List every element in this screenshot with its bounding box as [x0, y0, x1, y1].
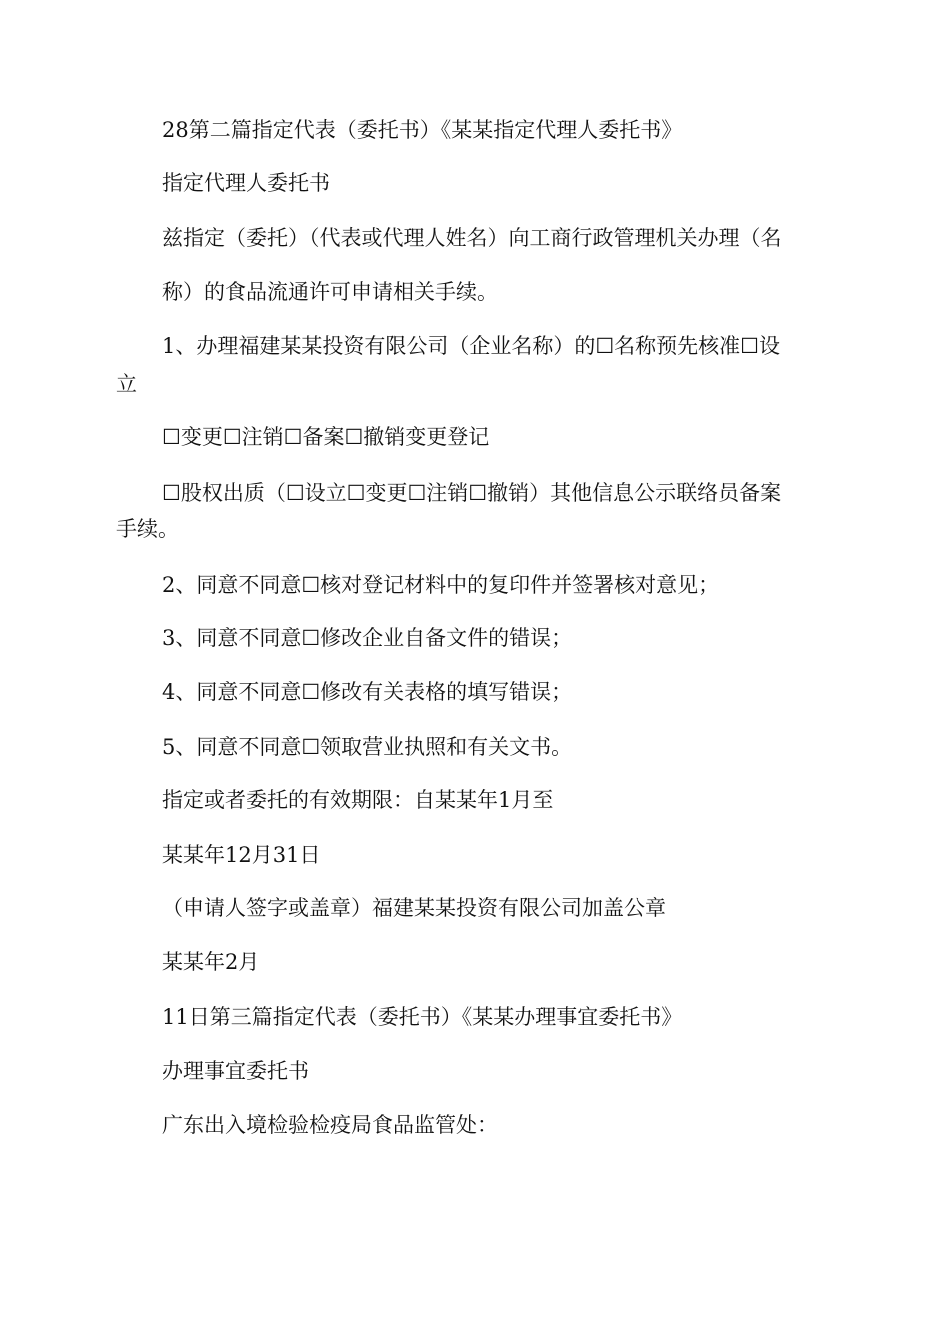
title-line: 办理事宜委托书 — [162, 1059, 309, 1083]
heading-line: 11日第三篇指定代表（委托书）《某某办理事宜委托书》 — [162, 1005, 683, 1029]
body-line: 称）的食品流通许可申请相关手续。 — [162, 280, 498, 304]
date-line: 某某年2月 — [162, 950, 260, 974]
body-line: 兹指定（委托）（代表或代理人姓名）向工商行政管理机关办理（名 — [162, 226, 782, 250]
list-item-line: 1、办理福建某某投资有限公司（企业名称）的☐名称预先核准☐设 — [162, 334, 781, 358]
list-item-line: 5、同意不同意☐领取营业执照和有关文书。 — [162, 735, 573, 759]
validity-line: 某某年12月31日 — [162, 843, 321, 867]
heading-line: 28第二篇指定代表（委托书）《某某指定代理人委托书》 — [162, 118, 683, 142]
list-item-line: 3、同意不同意☐修改企业自备文件的错误； — [162, 626, 573, 650]
list-item-line: 2、同意不同意☐核对登记材料中的复印件并签署核对意见； — [162, 573, 720, 597]
list-item-line: ☐股权出质（☐设立☐变更☐注销☐撤销）其他信息公示联络员备案 — [162, 481, 782, 505]
list-item-continuation: 立 — [116, 372, 137, 396]
list-item-line: ☐变更☐注销☐备案☐撤销变更登记 — [162, 425, 490, 449]
list-item-continuation: 手续。 — [116, 517, 179, 541]
list-item-line: 4、同意不同意☐修改有关表格的填写错误； — [162, 680, 573, 704]
signature-line: （申请人签字或盖章）福建某某投资有限公司加盖公章 — [162, 896, 666, 920]
validity-line: 指定或者委托的有效期限：自某某年1月至 — [162, 788, 554, 812]
title-line: 指定代理人委托书 — [162, 171, 330, 195]
addressee-line: 广东出入境检验检疫局食品监管处： — [162, 1113, 498, 1137]
